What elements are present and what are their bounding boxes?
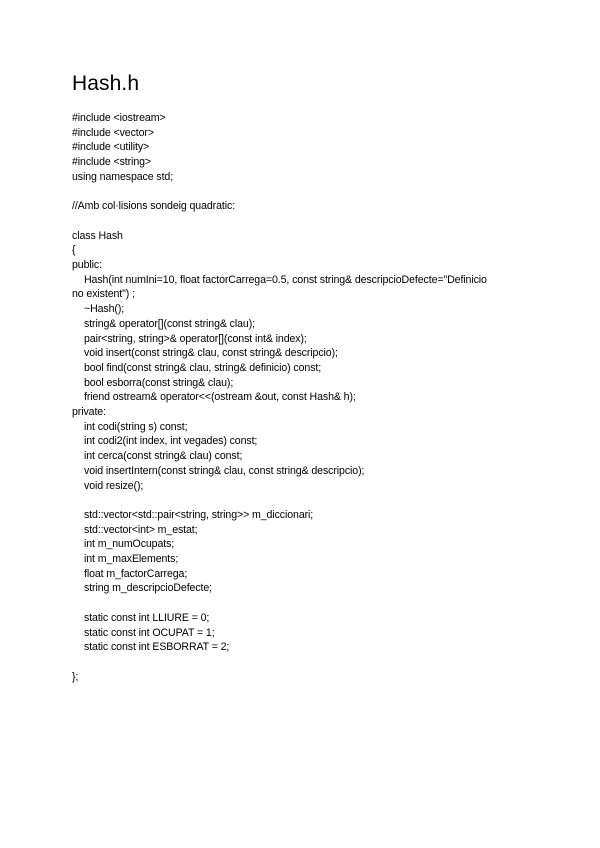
- code-line: #include <iostream>: [72, 112, 166, 124]
- code-line: public:: [72, 259, 102, 271]
- code-line: ~Hash();: [84, 303, 125, 316]
- code-line: std::vector<int> m_estat;: [84, 523, 198, 536]
- code-line: [72, 214, 532, 229]
- code-line: [72, 655, 532, 670]
- code-line: int codi(string s) const;: [84, 420, 188, 433]
- code-line: int m_maxElements;: [84, 553, 179, 566]
- code-line: int cerca(const string& clau) const;: [84, 450, 243, 463]
- code-line: std::vector<std::pair<string, string>> m_diccionari;: [84, 508, 314, 521]
- code-line: string& operator[](const string& clau);: [84, 317, 255, 330]
- code-line: friend ostream& operator<<(ostream &out, const Hash& h);: [84, 391, 356, 404]
- code-line: using namespace std;: [72, 170, 174, 183]
- code-line: bool esborra(const string& clau);: [84, 376, 234, 389]
- code-line: class Hash: [72, 229, 123, 242]
- code-line: {: [72, 244, 76, 257]
- code-block: [72, 111, 532, 684]
- code-line: static const int ESBORRAT = 2;: [84, 641, 230, 654]
- code-line: string m_descripcioDefecte;: [84, 582, 213, 595]
- code-line: [72, 493, 532, 508]
- code-line: static const int OCUPAT = 1;: [84, 626, 215, 639]
- code-line: #include <utility>: [72, 141, 150, 154]
- code-line: static const int LLIURE = 0;: [84, 611, 210, 624]
- code-line: no existent") ;: [72, 288, 135, 301]
- code-line: void insert(const string& clau, const string& descripcio);: [84, 347, 338, 360]
- code-line: private:: [72, 406, 106, 419]
- code-line: #include <string>: [72, 156, 151, 169]
- code-line: };: [72, 670, 79, 683]
- code-line: Hash(int numIni=10, float factorCarrega=0.5, const string& descripcioDefecte="Definicio: [84, 273, 487, 286]
- code-line: void insertIntern(const string& clau, const string& descripcio);: [84, 464, 365, 477]
- code-line: [72, 185, 532, 200]
- code-line: bool find(const string& clau, string& definicio) const;: [84, 361, 322, 374]
- code-line: float m_factorCarrega;: [84, 567, 188, 580]
- code-line: void resize();: [84, 479, 144, 492]
- code-line: int codi2(int index, int vegades) const;: [84, 435, 258, 448]
- code-line: #include <vector>: [72, 126, 154, 139]
- page-title: Hash.h: [72, 72, 140, 95]
- code-line: pair<string, string>& operator[](const int& index);: [84, 332, 307, 345]
- code-line: [72, 596, 532, 611]
- code-line: //Amb col·lisions sondeig quadratic:: [72, 200, 236, 213]
- code-line: int m_numOcupats;: [84, 538, 175, 551]
